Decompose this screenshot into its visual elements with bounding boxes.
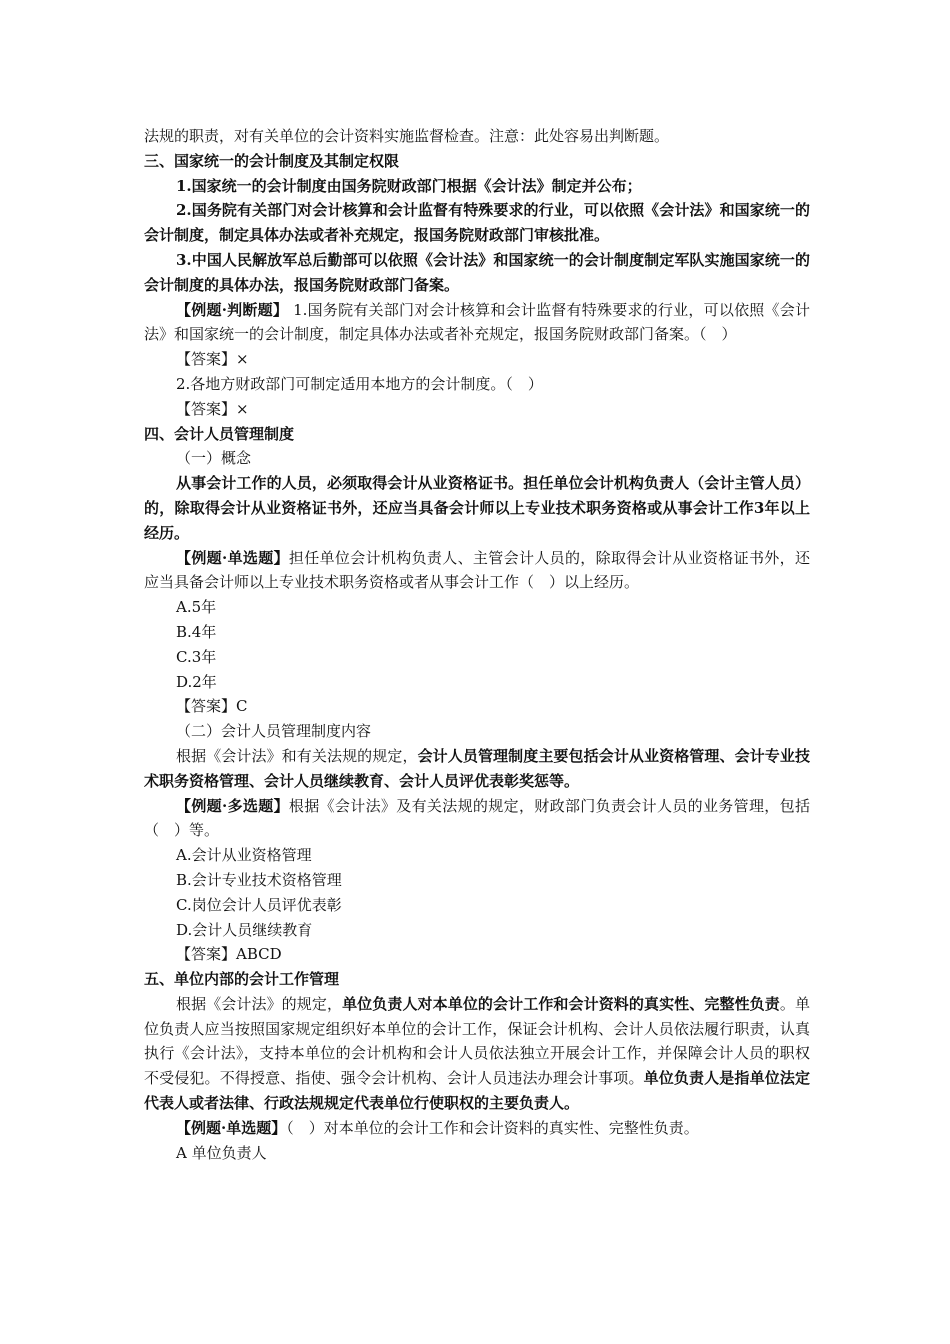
- example-question: [144, 794, 810, 844]
- answer: 【答案】ABCD: [176, 945, 282, 964]
- text-run-bold: 单位负责人是指单位法定代表人或者法律、行政法规规定代表单位行使职权的主要负责人。: [144, 1069, 810, 1113]
- answer: 【答案】C: [176, 697, 248, 716]
- question-tag: 【例题·单选题】: [176, 1118, 287, 1137]
- paragraph: 1.国家统一的会计制度由国务院财政部门根据《会计法》制定并公布；: [176, 176, 642, 195]
- option: C.岗位会计人员评优表彰: [176, 895, 342, 914]
- example-question: [144, 546, 810, 596]
- option: A 单位负责人: [176, 1143, 267, 1162]
- text-run: 。单位负责人应当按照国家规定组织好本单位的会计工作，保证会计机构、会计人员依法履行职责，认真执行《会计法》，支持本单位的会计机构和会计人员依法独立开展会计工作，并保障会计人员的职权不受侵犯。不得授意、指使、强令会计机构、会计人员违法办理会计事项。: [144, 994, 810, 1088]
- option: D.会计人员继续教育: [176, 920, 313, 939]
- section-heading: 四、会计人员管理制度: [144, 424, 295, 443]
- text-run-bold: 会计人员管理制度主要包括会计从业资格管理、会计专业技术职务资格管理、会计人员继续教育、会计人员评优表彰奖惩等。: [144, 746, 810, 790]
- question-text: 担任单位会计机构负责人、主管会计人员的，除取得会计从业资格证书外，还应当具备会计师以上专业技术职务资格或者从事会计工作（ ）以上经历。: [144, 548, 810, 592]
- question-tag: 【例题·多选题】: [176, 796, 289, 815]
- subsection-heading: （一）概念: [176, 449, 252, 468]
- question-text: 2.各地方财政部门可制定适用本地方的会计制度。（ ）: [176, 374, 543, 393]
- section-heading: 三、国家统一的会计制度及其制定权限: [144, 151, 400, 170]
- option: A.会计从业资格管理: [176, 846, 312, 865]
- text-run: 根据《会计法》和有关法规的规定，: [176, 746, 418, 765]
- option: A.5年: [176, 598, 217, 617]
- paragraph: [144, 744, 810, 794]
- paragraph: 从事会计工作的人员，必须取得会计从业资格证书。担任单位会计机构负责人（会计主管人员）的，除取得会计从业资格证书外，还应当具备会计师以上专业技术职务资格或从事会计工作3年以上经历。: [144, 474, 810, 542]
- question-text: 根据《会计法》及有关法规的规定，财政部门负责会计人员的业务管理，包括（ ）等。: [144, 796, 810, 840]
- option: C.3年: [176, 647, 217, 666]
- option: B.会计专业技术资格管理: [176, 870, 342, 889]
- question-tag: 【例题·判断题】: [176, 300, 289, 319]
- example-question: [144, 1116, 810, 1141]
- example-question: [144, 298, 810, 348]
- option: B.4年: [176, 622, 217, 641]
- paragraph: [144, 992, 810, 1116]
- answer: 【答案】×: [176, 399, 249, 418]
- answer: 【答案】×: [176, 350, 249, 369]
- document-page: [144, 124, 810, 1165]
- question-tag: 【例题·单选题】: [176, 548, 289, 567]
- section-heading: 五、单位内部的会计工作管理: [144, 970, 340, 989]
- text-run-bold: 单位负责人对本单位的会计工作和会计资料的真实性、完整性负责: [342, 994, 780, 1013]
- subsection-heading: （二）会计人员管理制度内容: [176, 722, 372, 741]
- question-text: 1.国务院有关部门对会计核算和会计监督有特殊要求的行业，可以依照《会计法》和国家统一的会计制度，制定具体办法或者补充规定，报国务院财政部门备案。（ ）: [144, 300, 810, 344]
- paragraph: 2.国务院有关部门对会计核算和会计监督有特殊要求的行业，可以依照《会计法》和国家统一的会计制度，制定具体办法或者补充规定，报国务院财政部门审核批准。: [144, 201, 810, 245]
- text-run: 根据《会计法》的规定，: [176, 994, 343, 1013]
- paragraph: 法规的职责，对有关单位的会计资料实施监督检查。注意：此处容易出判断题。: [144, 127, 670, 145]
- paragraph: 3.中国人民解放军总后勤部可以依照《会计法》和国家统一的会计制度制定军队实施国家统一的会计制度的具体办法，报国务院财政部门备案。: [144, 250, 810, 294]
- question-text: （ ）对本单位的会计工作和会计资料的真实性、完整性负责。: [286, 1118, 699, 1137]
- option: D.2年: [176, 672, 217, 691]
